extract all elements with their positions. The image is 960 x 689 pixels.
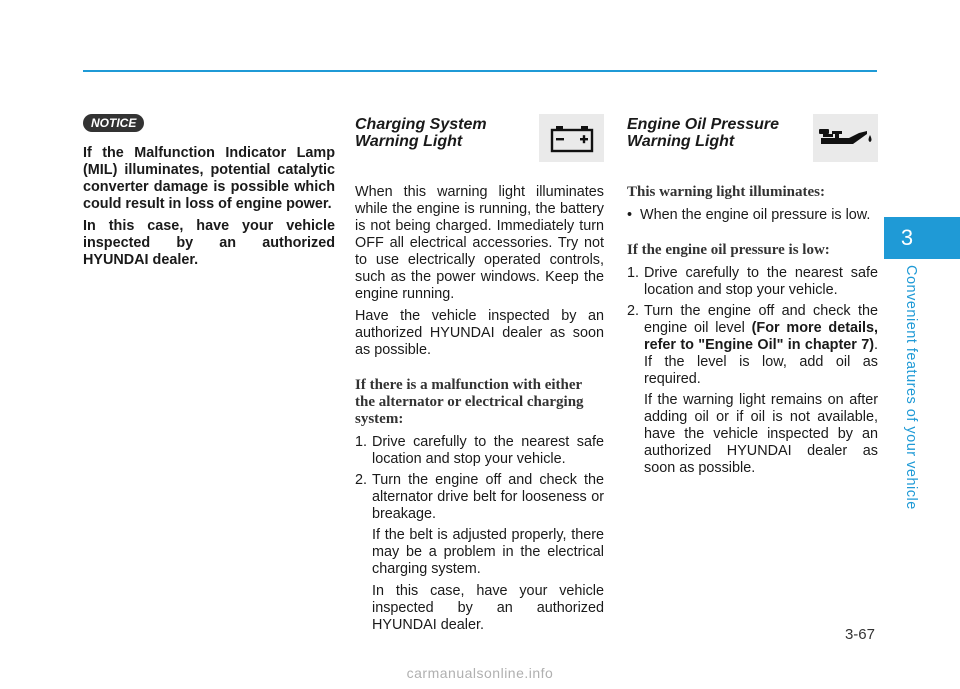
charging-paragraph-1: When this warning light illuminates while the engine is running, the battery is not being charged. Immediately turn OFF all electrical accessories. Try not to use electrically operated controls, such as the power windows. Keep the engine running. <box>355 184 604 302</box>
oil-note: If the warning light remains on after adding oil or if oil is not available, have the vehicle inspected by an authorized HYUNDAI dealer as soon as possible. <box>644 392 878 476</box>
oil-subheading-2: If the engine oil pressure is low: <box>627 242 830 258</box>
oil-title <box>627 116 779 150</box>
charging-step-2 <box>355 472 604 523</box>
step-number: 1. <box>627 265 640 281</box>
chapter-number: 3 <box>900 225 914 250</box>
battery-icon <box>539 114 604 162</box>
notice-column <box>83 114 335 274</box>
charging-subheading: If there is a malfunction with either the alternator or electrical charging system: <box>355 377 584 427</box>
oil-step-1 <box>627 265 878 299</box>
charging-note-1: If the belt is adjusted properly, there may be a problem in the electrical charging system. <box>372 527 604 577</box>
oil-title-line2: Warning Light <box>627 133 735 150</box>
charging-step-1 <box>355 434 604 468</box>
oil-subheading-1: This warning light illuminates: <box>627 184 825 200</box>
chapter-reference: (For more details, refer to "Engine Oil" in chapter 7) <box>644 320 879 353</box>
charging-note-2: In this case, have your vehicle inspected by an authorized HYUNDAI dealer. <box>372 583 604 633</box>
charging-header <box>355 114 604 162</box>
step-number: 1. <box>355 434 368 450</box>
step-number: 2. <box>627 303 640 319</box>
chapter-title: Convenient features of your vehicle <box>903 265 919 510</box>
oil-title-line1: Engine Oil Pressure <box>627 116 780 133</box>
step-text: Turn the engine off and check the alternator drive belt for looseness or breakage. <box>372 472 604 522</box>
step-text <box>644 303 878 388</box>
step-number: 2. <box>355 472 368 488</box>
charging-title-line2: Warning Light <box>355 133 463 150</box>
watermark: carmanualsonline.info <box>406 665 554 681</box>
bullet-text: When the engine oil pressure is low. <box>640 207 871 223</box>
notice-paragraph-2: In this case, have your vehicle inspected by an authorized HYUNDAI dealer. <box>83 218 335 268</box>
oil-bullet <box>627 207 878 224</box>
oil-can-icon <box>813 114 878 162</box>
notice-badge: NOTICE <box>83 114 144 132</box>
oil-step-2 <box>627 303 878 388</box>
step-text-a: Turn the engine off and check the engine oil level <box>644 303 878 336</box>
charging-paragraph-2: Have the vehicle inspected by an authorized HYUNDAI dealer as soon as possible. <box>355 308 604 358</box>
bullet-dot: • <box>627 207 633 223</box>
charging-section <box>355 114 604 639</box>
charging-title <box>355 116 487 150</box>
step-text: Drive carefully to the nearest safe location and stop your vehicle. <box>644 265 878 298</box>
step-text: Drive carefully to the nearest safe location and stop your vehicle. <box>372 434 604 467</box>
page-number: 3-67 <box>844 626 875 643</box>
step-text-c: . If the level is low, add oil as required. <box>644 337 878 387</box>
notice-paragraph-1: If the Malfunction Indicator Lamp (MIL) illuminates, potential catalytic converter damage is possible which could result in loss of engine power. <box>83 145 335 212</box>
top-rule <box>83 70 877 72</box>
oil-header <box>627 114 878 162</box>
oil-section <box>627 114 878 482</box>
charging-title-line1: Charging System <box>355 116 487 133</box>
